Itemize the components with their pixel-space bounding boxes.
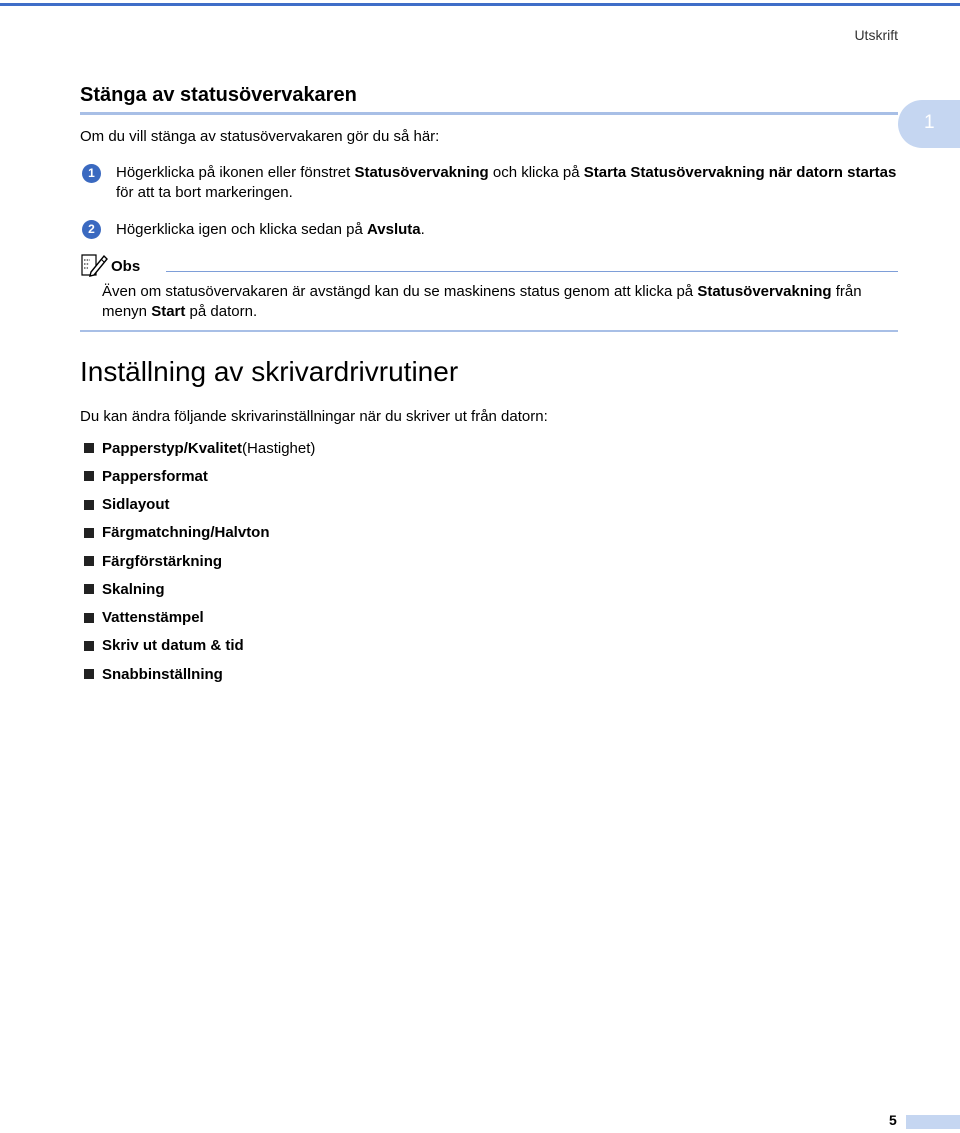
note-body: Även om statusövervakaren är avstängd kan du se maskinens status genom att klicka på Statusövervakning från menyn Start på datorn. bbox=[102, 283, 862, 320]
chapter-tab bbox=[898, 100, 960, 148]
list-item: Färgmatchning/Halvton bbox=[84, 519, 315, 547]
square-bullet-icon bbox=[84, 556, 94, 566]
list-item: Papperstyp/Kvalitet (Hastighet) bbox=[84, 434, 315, 462]
section-intro-2: Du kan ändra följande skrivarinställningar när du skriver ut från datorn: bbox=[80, 408, 548, 425]
section-rule-1 bbox=[80, 112, 898, 115]
step-marker-2: 2 bbox=[82, 220, 101, 239]
square-bullet-icon bbox=[84, 584, 94, 594]
square-bullet-icon bbox=[84, 471, 94, 481]
list-item: Skalning bbox=[84, 575, 315, 603]
square-bullet-icon bbox=[84, 613, 94, 623]
note-rule-bottom bbox=[80, 330, 898, 332]
section-title-2: Inställning av skrivardrivrutiner bbox=[80, 356, 459, 387]
list-item: Färgförstärkning bbox=[84, 547, 315, 575]
list-item: Vattenstämpel bbox=[84, 604, 315, 632]
note-rule-top bbox=[166, 271, 898, 272]
square-bullet-icon bbox=[84, 669, 94, 679]
section-intro-1: Om du vill stänga av statusövervakaren gör du så här: bbox=[80, 128, 440, 145]
list-item: Sidlayout bbox=[84, 491, 315, 519]
list-item: Skriv ut datum & tid bbox=[84, 632, 315, 660]
note-pencil-icon bbox=[80, 252, 108, 278]
square-bullet-icon bbox=[84, 443, 94, 453]
step-text-2: Högerklicka igen och klicka sedan på Avsluta. bbox=[116, 221, 425, 238]
step-marker-1: 1 bbox=[82, 164, 101, 183]
square-bullet-icon bbox=[84, 641, 94, 651]
chapter-number: 1 bbox=[924, 112, 935, 133]
section-title-1: Stänga av statusövervakaren bbox=[80, 84, 357, 106]
square-bullet-icon bbox=[84, 528, 94, 538]
page-number: 5 bbox=[889, 1112, 897, 1128]
note-title: Obs bbox=[111, 258, 141, 275]
list-item: Pappersformat bbox=[84, 462, 315, 490]
footer-bar bbox=[906, 1115, 960, 1129]
running-header: Utskrift bbox=[854, 27, 898, 43]
square-bullet-icon bbox=[84, 500, 94, 510]
step-text-1: Högerklicka på ikonen eller fönstret Statusövervakning och klicka på Starta Statusövervakning när datorn startas för att ta bort markeringen. bbox=[116, 164, 897, 201]
top-rule bbox=[0, 3, 960, 6]
settings-list bbox=[84, 434, 315, 688]
list-item: Snabbinställning bbox=[84, 660, 315, 688]
